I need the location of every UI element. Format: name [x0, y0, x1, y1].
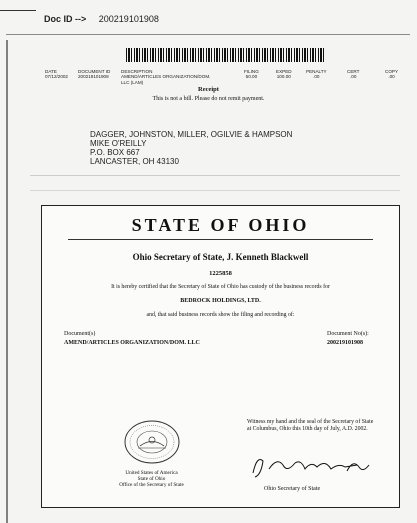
receipt-col-filing: FILING 50.00	[244, 69, 259, 80]
receipt-col-description: DESCRIPTION AMEND/ARTICLES ORGANIZATION/DOM. LLC (LAM)	[121, 69, 211, 85]
certificate-subtitle: Ohio Secretary of State, J. Kenneth Blackwell	[132, 252, 309, 262]
scan-mark	[0, 10, 36, 11]
title-rule	[68, 239, 373, 240]
doc-id-value: 200219101908	[98, 14, 159, 24]
receipt-note: This is not a bill. Please do not remit payment.	[152, 96, 265, 102]
mailing-address	[90, 130, 292, 166]
certify-text: It is hereby certified that the Secretary of State of Ohio has custody of the business records for	[111, 284, 330, 290]
seal-caption: United States of America State of Ohio Office of the Secretary of State	[119, 470, 184, 489]
doc-id-label: Doc ID -->	[44, 14, 87, 24]
address-line: LANCASTER, OH 43130	[90, 157, 179, 166]
receipt-col-exped: EXPED 100.00	[276, 69, 292, 80]
barcode	[126, 48, 326, 62]
address-line: MIKE O'REILLY	[90, 139, 147, 148]
faint-rule	[30, 175, 400, 176]
receipt-col-document-id: DOCUMENT ID 200219101908	[78, 69, 111, 80]
signature-caption: Ohio Secretary of State	[264, 486, 321, 492]
receipt-col-penalty: PENALTY .00	[306, 69, 327, 80]
company-name: BEDROCK HOLDINGS, LTD.	[180, 298, 261, 304]
doc-no-label: Document No(s):	[327, 331, 369, 337]
signature-icon	[247, 451, 377, 481]
doc-no-value: 200219101908	[327, 340, 363, 346]
certificate-title: STATE OF OHIO	[131, 215, 310, 235]
page-top-border	[6, 34, 410, 35]
certificate	[41, 205, 400, 508]
receipt-col-copy: COPY .00	[385, 69, 399, 80]
receipt-col-cert: CERT .00	[347, 69, 360, 80]
ohio-state-seal-icon	[122, 419, 182, 465]
page-left-border	[6, 40, 8, 523]
address-line: P.O. BOX 667	[90, 148, 140, 157]
document-label: Document(s)	[64, 331, 96, 337]
witness-statement: Witness my hand and the seal of the Secretary of State at Columbus, Ohio this 10th day of July, A.D. 2002.	[247, 419, 374, 432]
doc-id-header	[44, 14, 159, 24]
faint-rule	[30, 190, 400, 191]
records-text: and, that said business records show the filing and recording of:	[146, 312, 295, 318]
address-line: DAGGER, JOHNSTON, MILLER, OGILVIE & HAMPSON	[90, 130, 293, 139]
receipt-title: Receipt	[198, 86, 219, 93]
receipt-col-date: DATE 07/12/2002	[45, 69, 68, 80]
document-value: AMEND/ARTICLES ORGANIZATION/DOM. LLC	[64, 340, 200, 346]
certificate-number: 1225858	[209, 270, 232, 277]
